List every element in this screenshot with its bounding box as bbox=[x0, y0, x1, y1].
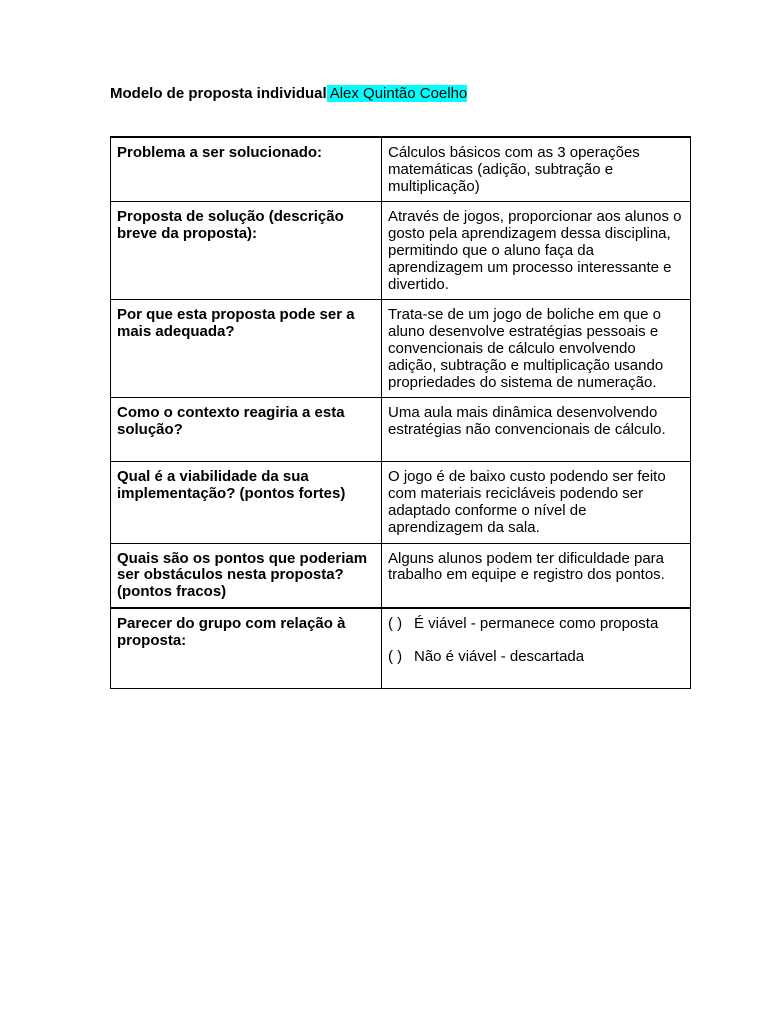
verdict-row bbox=[111, 608, 691, 689]
answer-cell: O jogo é de baixo custo podendo ser feito com materiais recicláveis podendo ser adaptado conforme o nível de aprendizagem da sala. bbox=[382, 462, 691, 543]
question-cell: Quais são os pontos que poderiam ser obstáculos nesta proposta? (pontos fracos) bbox=[111, 543, 382, 608]
answer-cell: Cálculos básicos com as 3 operações matemáticas (adição, subtração e multiplicação) bbox=[382, 137, 691, 202]
answer-cell: Uma aula mais dinâmica desenvolvendo estratégias não convencionais de cálculo. bbox=[382, 398, 691, 462]
table-row bbox=[111, 300, 691, 398]
table-row bbox=[111, 462, 691, 543]
table-row bbox=[111, 398, 691, 462]
document-title-line bbox=[110, 84, 467, 104]
question-cell: Qual é a viabilidade da sua implementação? (pontos fortes) bbox=[111, 462, 382, 543]
verdict-question-cell: Parecer do grupo com relação à proposta: bbox=[111, 608, 382, 689]
document-title: Modelo de proposta individual bbox=[110, 85, 327, 102]
option-label: Não é viável - descartada bbox=[414, 647, 585, 665]
answer-cell: Trata-se de um jogo de boliche em que o aluno desenvolve estratégias pessoais e convencionais de cálculo envolvendo adição, subtração e multiplicação usando propriedades do sistema de numeração. bbox=[382, 300, 691, 398]
answer-cell: Alguns alunos podem ter dificuldade para trabalho em equipe e registro dos pontos. bbox=[382, 543, 691, 608]
question-cell: Como o contexto reagiria a esta solução? bbox=[111, 398, 382, 462]
question-cell: Problema a ser solucionado: bbox=[111, 137, 382, 202]
verdict-option-not-viable bbox=[388, 649, 684, 666]
question-cell: Proposta de solução (descrição breve da proposta): bbox=[111, 202, 382, 300]
proposal-table bbox=[110, 136, 691, 689]
verdict-options-cell bbox=[382, 608, 691, 689]
table-row bbox=[111, 202, 691, 300]
question-cell: Por que esta proposta pode ser a mais adequada? bbox=[111, 300, 382, 398]
table-row bbox=[111, 543, 691, 608]
verdict-option-viable bbox=[388, 616, 684, 633]
option-checkbox: ( ) bbox=[388, 647, 403, 665]
answer-cell: Através de jogos, proporcionar aos alunos o gosto pela aprendizagem dessa disciplina, permitindo que o aluno faça da aprendizagem um processo interessante e divertido. bbox=[382, 202, 691, 300]
author-name-highlight: Alex Quintão Coelho bbox=[327, 85, 468, 102]
option-label: É viável - permanece como proposta bbox=[414, 614, 659, 632]
option-checkbox: ( ) bbox=[388, 614, 403, 632]
table-row bbox=[111, 137, 691, 202]
